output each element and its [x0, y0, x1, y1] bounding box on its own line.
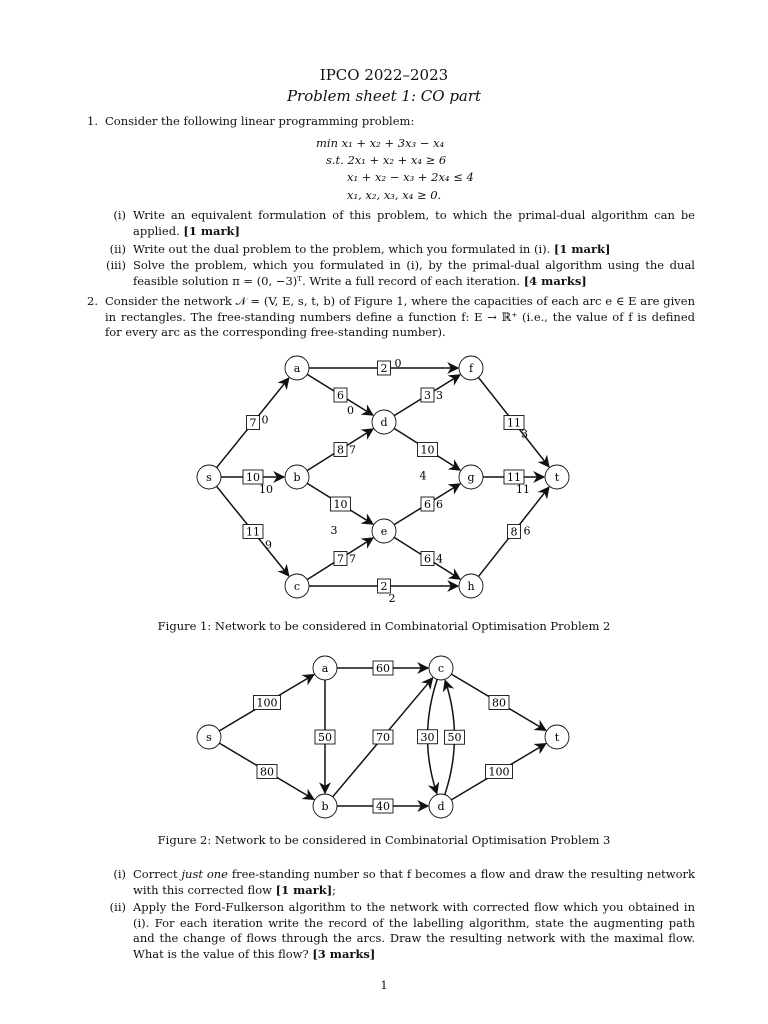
- q2-part-i-label: (i): [113, 867, 126, 881]
- fig2-edge-a-c: [337, 661, 428, 675]
- flow-label: 0: [261, 413, 269, 427]
- fig2-edge-s-b: [219, 743, 314, 799]
- capacity-label: 2: [380, 362, 388, 375]
- node-label: c: [293, 580, 301, 593]
- node-label: b: [293, 471, 301, 484]
- q2-part-i-marks: [1 mark]: [275, 882, 333, 897]
- node-label: g: [467, 471, 475, 484]
- q2-part-i: [133, 867, 695, 898]
- fig1-node-c: [285, 574, 309, 598]
- fig1-node-f: [459, 356, 483, 380]
- capacity-label: 11: [507, 416, 521, 430]
- node-label: c: [437, 662, 445, 675]
- capacity-label: 60: [376, 662, 390, 675]
- flow-label: 3: [521, 427, 528, 441]
- q2-part-i-emphasis: just one: [181, 867, 228, 881]
- figure-2-caption: Figure 2: Network to be considered in Combinatorial Optimisation Problem 3: [157, 833, 611, 847]
- q1-part-i-label: (i): [113, 208, 126, 222]
- lp-objective: min x₁ + x₂ + 3x₃ − x₄: [316, 136, 445, 150]
- fig2-edge-b-d: [337, 799, 428, 813]
- fig1-edge-d-g: [394, 428, 460, 482]
- fig1-node-b: [285, 465, 309, 489]
- lp-nonnegativity: x₁, x₂, x₃, x₄ ≥ 0.: [347, 188, 442, 202]
- q1-number: 1.: [87, 114, 98, 128]
- page-number: 1: [380, 978, 388, 992]
- q1-part-iii-marks: [4 marks]: [523, 273, 587, 288]
- capacity-label: 6: [424, 498, 431, 511]
- capacity-label: 3: [424, 389, 431, 402]
- fig1-edge-c-e: [307, 538, 373, 580]
- q2-number: 2.: [87, 294, 98, 308]
- capacity-label: 8: [510, 525, 518, 539]
- q1-intro: Consider the following linear programming problem:: [105, 114, 415, 128]
- q2-part-i-text: free-standing number so that f becomes a flow and draw the resulting network with this corrected flow: [133, 867, 695, 897]
- q1-part-i-text: Write an equivalent formulation of this problem, to which the primal-dual algorithm can be applied.: [133, 208, 695, 238]
- flow-label: 7: [349, 552, 356, 566]
- figure-1-caption: Figure 1: Network to be considered in Combinatorial Optimisation Problem 2: [157, 619, 611, 633]
- node-label: d: [380, 416, 388, 429]
- q2-part-i-post: ;: [332, 882, 337, 897]
- flow-label: 0: [394, 357, 402, 370]
- fig2-node-a: [313, 656, 337, 680]
- q2-part-i-pre: Correct: [133, 867, 182, 881]
- node-label: h: [467, 580, 475, 593]
- node-label: d: [437, 800, 445, 813]
- q1-part-ii-label: (ii): [109, 242, 126, 256]
- fig2-edge-c-d: [418, 679, 438, 793]
- node-label: t: [554, 471, 560, 484]
- page-subtitle: Problem sheet 1: CO part: [286, 87, 482, 105]
- capacity-label: 11: [507, 471, 521, 484]
- figure-1-network: [0, 340, 768, 610]
- lp-constraint-2: x₁ + x₂ − x₃ + 2x₄ ≤ 4: [347, 170, 474, 184]
- fig2-node-b: [313, 794, 337, 818]
- fig1-node-a: [285, 356, 309, 380]
- q1-part-ii-text: Write out the dual problem to the problem, which you formulated in (i).: [133, 242, 551, 256]
- q1-part-i-marks: [1 mark]: [183, 223, 240, 238]
- capacity-label: 70: [376, 731, 390, 744]
- figure-2-edges: [219, 661, 546, 813]
- node-label: t: [554, 731, 560, 744]
- fig1-edge-h-t: [478, 487, 549, 576]
- flow-label: 4: [436, 552, 443, 566]
- flow-label: 6: [523, 524, 531, 538]
- capacity-label: 11: [246, 525, 260, 539]
- fig1-edge-a-f: [309, 357, 458, 375]
- capacity-label: 7: [249, 416, 257, 430]
- fig1-node-s: [197, 465, 221, 489]
- q1-part-iii-text: Solve the problem, which you formulated in (i), by the primal-dual algorithm using the dual feasible solution π = (0, −3)ᵀ. Write a full record of each iteration.: [133, 258, 695, 288]
- flow-label: 3: [436, 389, 443, 402]
- fig2-node-c: [429, 656, 453, 680]
- flow-label: 3: [330, 524, 338, 537]
- fig2-node-t: [545, 725, 569, 749]
- node-label: s: [206, 471, 212, 484]
- capacity-label: 80: [492, 696, 506, 710]
- capacity-label: 100: [256, 696, 278, 710]
- q1-part-iii-label: (iii): [105, 258, 126, 272]
- fig1-edge-b-e: [307, 483, 373, 537]
- q1-part-i: [133, 208, 695, 239]
- fig2-edge-c-t: [451, 674, 546, 730]
- flow-label: 10: [259, 483, 273, 496]
- capacity-label: 50: [318, 731, 332, 744]
- capacity-label: 100: [488, 765, 510, 779]
- node-label: s: [206, 731, 212, 744]
- fig1-node-h: [459, 574, 483, 598]
- q2-part-ii: [133, 900, 695, 962]
- node-label: a: [293, 362, 301, 375]
- q1-part-ii-marks: [1 mark]: [553, 242, 611, 256]
- fig1-edge-s-b: [221, 470, 284, 496]
- figure-1-edges: [217, 357, 549, 605]
- fig1-node-d: [372, 410, 396, 434]
- flow-label: 7: [349, 443, 356, 457]
- q1-part-iii: [133, 258, 695, 289]
- fig2-edge-d-t: [451, 744, 546, 800]
- fig1-edge-c-h: [309, 579, 458, 605]
- fig2-edge-a-b: [315, 680, 335, 793]
- fig1-node-t: [545, 465, 569, 489]
- fig1-edge-b-d: [307, 429, 373, 471]
- q2-part-ii-label: (ii): [109, 900, 126, 914]
- capacity-label: 2: [380, 580, 388, 593]
- node-label: b: [321, 800, 329, 813]
- q2-intro: Consider the network 𝒩 = (V, E, s, t, b) of Figure 1, where the capacities of each arc e ∈ E are given in rectangles. The free-standing numbers define a function f: E → ℝ⁺ (i.e., the value of f is defined for every arc as the corresponding free-standing number).: [105, 294, 695, 339]
- capacity-label: 40: [376, 800, 390, 813]
- capacity-label: 30: [420, 730, 435, 744]
- flow-label: 6: [436, 498, 443, 511]
- fig1-edge-a-d: [307, 374, 373, 417]
- fig1-node-e: [372, 519, 396, 543]
- fig1-edge-s-c: [217, 486, 289, 576]
- flow-label: 2: [388, 592, 396, 605]
- capacity-label: 10: [246, 471, 260, 484]
- fig2-edge-d-c: [444, 680, 464, 794]
- capacity-label: 7: [337, 552, 344, 566]
- fig1-edge-d-f: [394, 375, 460, 416]
- node-label: e: [380, 525, 388, 538]
- fig2-edge-s-a: [219, 675, 314, 731]
- capacity-label: 10: [333, 498, 348, 511]
- flow-label: 11: [516, 483, 530, 496]
- lp-constraint-1: s.t. 2x₁ + x₂ + x₄ ≥ 6: [326, 153, 447, 167]
- flow-label: 4: [419, 469, 427, 483]
- figure-2-network: [0, 650, 768, 820]
- flow-label: 0: [347, 404, 354, 417]
- fig2-node-d: [429, 794, 453, 818]
- fig2-node-s: [197, 725, 221, 749]
- capacity-label: 10: [420, 443, 435, 457]
- capacity-label: 6: [424, 552, 431, 566]
- node-label: f: [468, 362, 474, 375]
- capacity-label: 80: [260, 765, 274, 779]
- q1-part-ii: [133, 242, 695, 258]
- fig1-edge-s-a: [217, 378, 289, 468]
- q2-part-ii-marks: [3 marks]: [312, 946, 376, 961]
- q2-part-ii-text: Apply the Ford-Fulkerson algorithm to the network with corrected flow which you obtained in (i). For each iteration write the record of the labelling algorithm, state the augmenting path and the change of flows through the arcs. Draw the resulting network with the maximal flow. What is the value of this flow?: [133, 900, 695, 961]
- fig1-edge-g-t: [483, 470, 544, 496]
- fig1-edge-e-g: [394, 484, 460, 525]
- capacity-label: 8: [337, 443, 344, 457]
- page-title: IPCO 2022–2023: [319, 66, 449, 84]
- node-label: a: [321, 662, 329, 675]
- capacity-label: 50: [447, 731, 462, 745]
- fig1-edge-e-h: [394, 537, 460, 579]
- flow-label: 9: [265, 538, 272, 552]
- capacity-label: 6: [337, 389, 344, 402]
- fig1-edge-f-t: [478, 377, 549, 466]
- fig1-node-g: [459, 465, 483, 489]
